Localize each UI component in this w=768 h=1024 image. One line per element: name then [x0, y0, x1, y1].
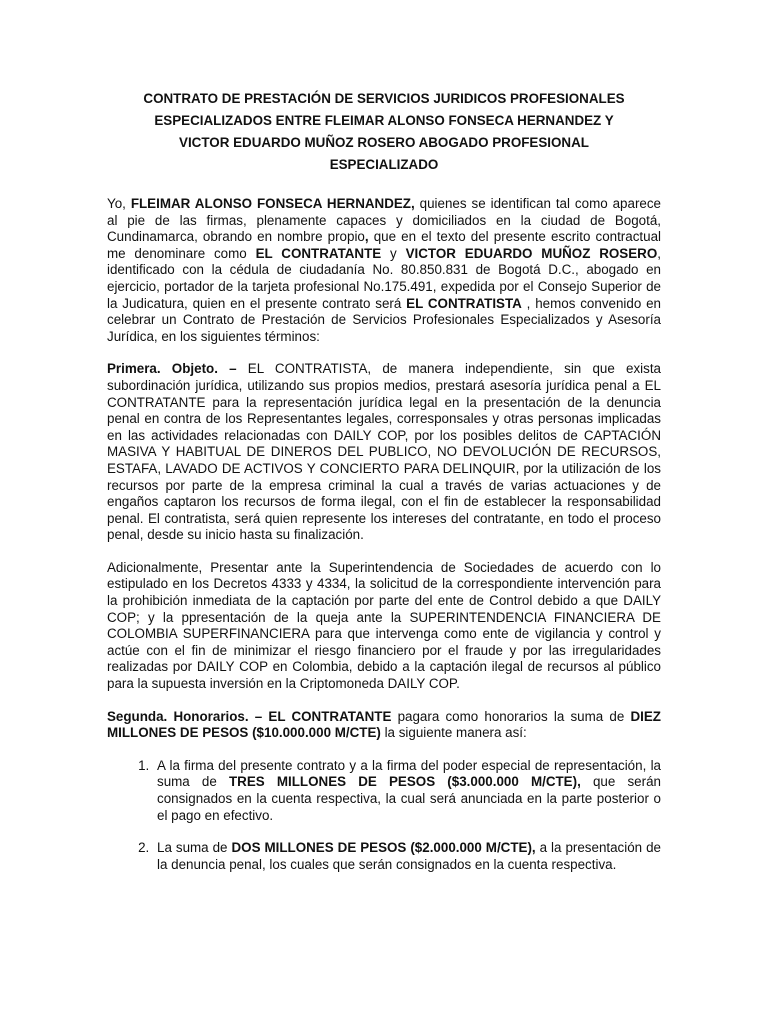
title-line: VICTOR EDUARDO MUÑOZ ROSERO ABOGADO PROFESIONAL — [179, 135, 589, 150]
clause-heading: Segunda. Honorarios. – — [107, 708, 263, 724]
title-line: CONTRATO DE PRESTACIÓN DE SERVICIOS JURIDICOS PROFESIONALES — [143, 91, 625, 106]
contratista-name: VICTOR EDUARDO MUÑOZ ROSERO — [405, 245, 658, 261]
payment-item: 1. A la firma del presente contrato y a la firma del poder especial de representación, la suma de TRES MILLONES DE PESOS ($3.000.000 M/CTE), que serán consignados en la cuenta respectiva, la cual será anunciada en la parte posterior o el pago en efectivo. — [153, 758, 661, 824]
contract-title — [107, 88, 661, 176]
title-line: ESPECIALIZADO — [329, 157, 439, 172]
clause-adicional: Adicionalmente, Presentar ante la Superintendencia de Sociedades de acuerdo con lo estipulado en los Decretos 4333 y 4334, la solicitud de la correspondiente intervención para la prohibición inmediata de la captación por parte del ente de Control debido a que DAILY COP; y la ppresentación de la queja ante la SUPERINTENDENCIA FINANCIERA DE COLOMBIA SUPERFINANCIERA para que intervenga como ente de vigilancia y control y actúe con el fin de minimizar el riesgo financiero por el fraude y por las irregularidades realizadas por DAILY COP en Colombia, debido a la captación ilegal de recursos al público para la supuesta inversión en la Criptomoneda DAILY COP. — [107, 559, 661, 692]
payment-amount: DOS MILLONES DE PESOS ($2.000.000 M/CTE), — [231, 840, 536, 856]
payment-amount: TRES MILLONES DE PESOS ($3.000.000 M/CTE), — [228, 774, 581, 790]
payment-item: 2. La suma de DOS MILLONES DE PESOS ($2.000.000 M/CTE), a la presentación de la denuncia penal, los cuales que serán consignados en la cuenta respectiva. — [153, 840, 661, 873]
title-line: ESPECIALIZADOS ENTRE FLEIMAR ALONSO FONSECA HERNANDEZ Y — [154, 113, 614, 128]
role-contratista: EL CONTRATISTA — [406, 295, 522, 311]
role-contratante: EL CONTRATANTE — [255, 245, 382, 261]
contratante-name: FLEIMAR ALONSO FONSECA HERNANDEZ, — [130, 196, 415, 211]
payment-list — [107, 758, 661, 874]
clause-primera: Primera. Objeto. – EL CONTRATISTA, de manera independiente, sin que exista subordinación jurídica, utilizando sus propios medios, prestará asesoría jurídica penal a EL CONTRATANTE para la representación jurídica legal en la presentación de la denuncia penal en contra de los Representantes legales, corresponsales y otras personas implicadas en las actividades relacionadas con DAILY COP, por los posibles delitos de CAPTACIÓN MASIVA Y HABITUAL DE DINEROS DEL PUBLICO, NO DEVOLUCIÓN DE RECURSOS, ESTAFA, LAVADO DE ACTIVOS Y CONCIERTO PARA DELINQUIR, por la utilización de los recursos por parte de la empresa criminal la cual a través de varias actuaciones y de engaños captaron los recursos de forma ilegal, con el fin de establecer la responsabilidad penal. El contratista, será quien represente los intereses del contratante, en todo el proceso penal, desde su inicio hasta su finalización. — [107, 361, 661, 543]
total-amount: DIEZ MILLONES DE PESOS ($10.000.000 M/CTE) — [107, 708, 661, 741]
clause-segunda: Segunda. Honorarios. – EL CONTRATANTE pagara como honorarios la suma de DIEZ MILLONES DE PESOS ($10.000.000 M/CTE) la siguiente manera así: — [107, 708, 661, 741]
clause-heading: Primera. Objeto. – — [107, 361, 237, 377]
intro-paragraph: Yo, FLEIMAR ALONSO FONSECA HERNANDEZ, quienes se identifican tal como aparece al pie de las firmas, plenamente capaces y domiciliados en la ciudad de Bogotá, Cundinamarca, obrando en nombre propio, que en el texto del presente escrito contractual me denominare como EL CONTRATANTE y VICTOR EDUARDO MUÑOZ ROSERO, identificado con la cédula de ciudadanía No. 80.850.831 de Bogotá D.C., abogado en ejercicio, portador de la tarjeta profesional No.175.491, expedida por el Consejo Superior de la Judicatura, quien en el presente contrato será EL CONTRATISTA , hemos convenido en celebrar un Contrato de Prestación de Servicios Profesionales Especializados y Asesoría Jurídica, en los siguientes términos: — [107, 196, 662, 344]
